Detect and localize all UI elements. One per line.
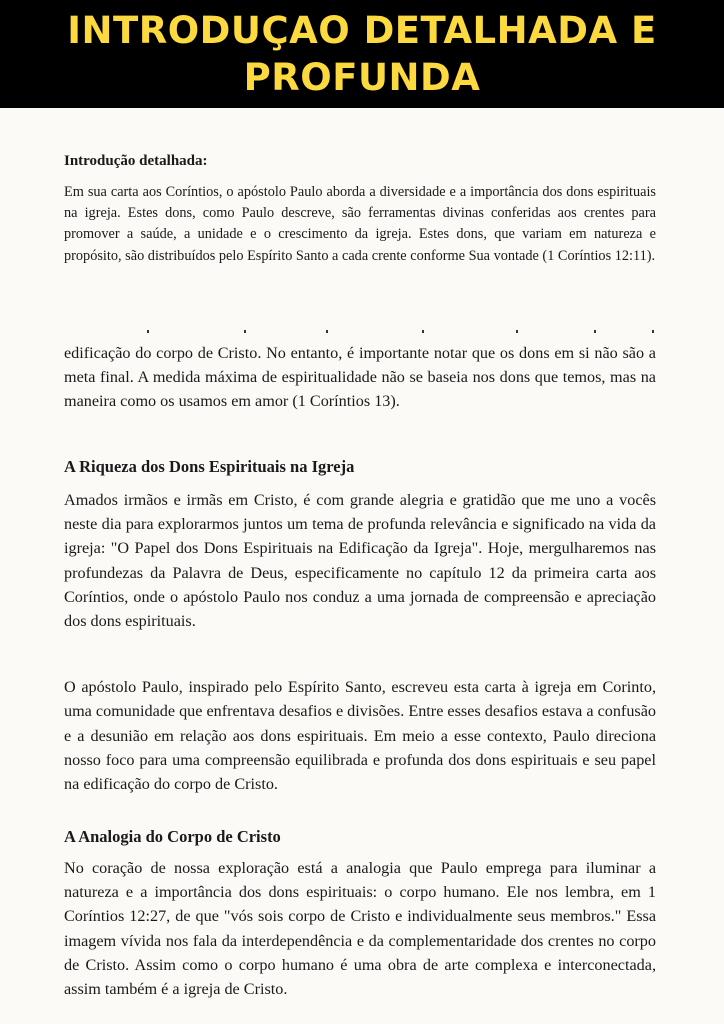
text-fragment	[594, 330, 596, 333]
page-title: INTRODUÇAO DETALHADA E PROFUNDA	[67, 9, 657, 99]
intro-paragraph: Em sua carta aos Coríntios, o apóstolo Paulo aborda a diversidade e a importância dos dons espirituais na igreja. Estes dons, como Paulo descreve, são ferramentas divinas conferidas aos crentes para promover a saúde, a unidade e o crescimento da igreja. Estes dons, que variam em natureza e propósito, são distribuídos pelo Espírito Santo a cada crente conforme Sua vontade (1 Coríntios 12:11).	[64, 184, 656, 264]
text-fragment	[516, 330, 518, 333]
continuation-section	[64, 341, 656, 414]
intro-section	[64, 150, 656, 267]
cut-off-line-remnants	[64, 330, 656, 336]
text-fragment	[244, 330, 246, 333]
section-heading: A Riqueza dos Dons Espirituais na Igreja	[64, 457, 355, 476]
continuation-paragraph: edificação do corpo de Cristo. No entanto, é importante notar que os dons em si não são a meta final. A medida máxima de espiritualidade não se baseia nos dons que temos, mas na maneira como os usamos em amor (1 Coríntios 13).	[64, 344, 656, 411]
title-banner	[0, 0, 724, 108]
section-paragraph: No coração de nossa exploração está a analogia que Paulo emprega para iluminar a natureza e a importância dos dons espirituais: o corpo humano. Ele nos lembra, em 1 Coríntios 12:27, de que "vós sois corpo de Cristo e individualmente seus membros." Essa imagem vívida nos fala da interdependência e da complementaridade dos crentes no corpo de Cristo. Assim como o corpo humano é uma obra de arte complexa e interconectada, assim também é a igreja de Cristo.	[64, 859, 656, 999]
text-fragment	[147, 330, 149, 333]
section-paragraph: Amados irmãos e irmãs em Cristo, é com grande alegria e gratidão que me uno a vocês neste dia para explorarmos juntos um tema de profunda relevância e significado na vida da igreja: "O Papel dos Dons Espirituais na Edificação da Igreja". Hoje, mergulharemos nas profundezas da Palavra de Deus, especificamente no capítulo 12 da primeira carta aos Coríntios, onde o apóstolo Paulo nos conduz a uma jornada de compreensão e apreciação dos dons espirituais.	[64, 491, 656, 631]
text-fragment	[652, 330, 654, 333]
intro-heading: Introdução detalhada:	[64, 153, 208, 169]
section-analogia	[64, 826, 656, 1001]
text-fragment	[422, 330, 424, 333]
section-paragraph: O apóstolo Paulo, inspirado pelo Espírito Santo, escreveu esta carta à igreja em Corinto, uma comunidade que enfrentava desafios e divisões. Entre esses desafios estava a confusão e a desunião em relação aos dons espirituais. Em meio a esse contexto, Paulo direciona nosso foco para uma compreensão equilibrada e profunda dos dons espirituais e seu papel na edificação do corpo de Cristo.	[64, 678, 656, 794]
text-fragment	[326, 330, 328, 333]
section-heading: A Analogia do Corpo de Cristo	[64, 827, 281, 846]
section-riqueza	[64, 456, 656, 796]
